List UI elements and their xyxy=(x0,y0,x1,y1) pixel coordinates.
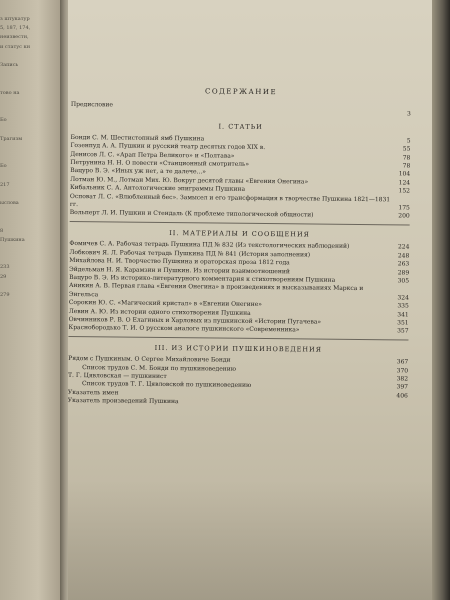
section-title: II. МАТЕРИАЛЫ И СООБЩЕНИЯ xyxy=(169,228,310,239)
entry-page: 3 xyxy=(406,110,411,118)
left-page-line: Пушкина xyxy=(0,236,25,243)
entry-page: 305 xyxy=(397,277,410,285)
entry-page: 104 xyxy=(398,170,411,178)
entry-text: Краснобородько Т. И. О русском аналоге пушкинского «Современника» xyxy=(68,324,300,334)
entry-page: 370 xyxy=(396,366,409,375)
entry-text: Бонди С. М. Шестистопный ямб Пушкина xyxy=(70,133,205,143)
entry-page: 5 xyxy=(406,137,411,145)
entry-page: 335 xyxy=(397,302,409,310)
entry-page: 324 xyxy=(397,294,409,302)
left-page-line: и статус кн xyxy=(0,43,31,50)
entry-text: Вацуро В. Э. Из историко-литературного комментария к стихотворениям Пушкина xyxy=(69,273,336,284)
entry-page: 175 xyxy=(398,204,410,212)
entry-text: Вольперт Л. И. Пушкин и Стендаль (К проблеме типологической общности) xyxy=(69,209,314,220)
entry-page: 224 xyxy=(397,243,410,251)
entry-text: Левин А. Ю. Из истории одного стихотворения Пушкина xyxy=(68,307,251,317)
section-title: III. ИЗ ИСТОРИИ ПУШКИНОВЕДЕНИЯ xyxy=(154,343,323,354)
preface-entry xyxy=(71,101,411,119)
left-page-line: Запись xyxy=(0,62,19,68)
entry-text: Аникин А. В. Первая глава «Евгения Онегина» в произведениях и высказываниях Маркса и Энгельса xyxy=(68,282,364,299)
section-divider xyxy=(68,336,408,341)
entry-page: 263 xyxy=(397,260,410,268)
entry-page: 341 xyxy=(397,310,409,319)
left-page-line: Бо xyxy=(0,117,7,124)
entry-text: Эйдельман Н. Я. Карамзин и Пушкин. Из истории взаимоотношений xyxy=(69,265,290,275)
left-page-line: 8 xyxy=(0,227,4,234)
book-page xyxy=(68,0,434,600)
left-page-line: 29 xyxy=(0,273,7,280)
left-page-line: тово на xyxy=(0,89,20,96)
toc-title: СОДЕРЖАНИЕ xyxy=(204,87,278,97)
entry-text: Т. Г. Цявловская — пушкинист xyxy=(68,371,167,380)
entry-text: Указатель имен xyxy=(68,388,119,397)
entry-page: 248 xyxy=(397,252,410,260)
entry-text: Рядом с Пушкиным. О Сергее Михайловиче Бонди xyxy=(68,355,231,364)
entry-page: 351 xyxy=(397,319,409,327)
entry-text: Гозенпуд А. А. Пушкин и русский театр десятых годов XIX в. xyxy=(70,142,266,152)
entry-text: Фомичев С. А. Рабочая тетрадь Пушкина ПД № 832 (Из текстологических наблюдений) xyxy=(69,240,350,251)
left-page-line: 233 xyxy=(0,264,10,271)
entry-text: Кибальник С. А. Антологические эпиграммы Пушкина xyxy=(69,184,246,194)
left-page-line: Трагизм xyxy=(0,135,23,142)
page-edge xyxy=(432,0,450,600)
entry-text: Список трудов С. М. Бонди по пушкиноведению xyxy=(82,363,237,373)
entry-text: Указатель произведений Пушкина xyxy=(68,397,179,406)
left-page-line: 279 xyxy=(0,292,10,298)
entry-text: Лотман Ю. М., Лотман Мих. Ю. Вокруг десятой главы «Евгения Онегина» xyxy=(70,175,309,186)
left-page xyxy=(0,0,64,600)
page-shadow xyxy=(68,480,434,600)
left-page-line: ыслова xyxy=(0,200,19,206)
left-page-line: неизвестн, xyxy=(0,34,29,41)
entry-page: 200 xyxy=(398,212,410,221)
table-of-contents xyxy=(68,0,412,409)
entry-page: 357 xyxy=(397,327,409,335)
entry-text: Овчинников Р. В. О Елагиных и Харловых из пушкинской «Истории Пугачева» xyxy=(68,315,322,326)
entry-page: 406 xyxy=(396,392,408,400)
entry-text: Денисов Л. С. «Арап Петра Великого» и «Полтава» xyxy=(70,150,235,160)
entry-page: 367 xyxy=(396,358,409,366)
entry-page: 78 xyxy=(402,162,411,170)
section-divider xyxy=(70,221,410,226)
entry-text: Михайлова Н. И. Творчество Пушкина и ораторская проза 1812 года xyxy=(69,257,290,267)
section-title: I. СТАТЬИ xyxy=(218,122,263,132)
entry-page: 55 xyxy=(402,145,411,153)
entry-text: Осповат Л. С. «Влюбленный бес». Замысел и его трансформация в творчестве Пушкина 1821—1831 гг. xyxy=(69,192,391,209)
entry-text: Предисловие xyxy=(70,101,113,109)
entry-text: Петрунина Н. Н. О повести «Станционный смотритель» xyxy=(70,159,250,168)
entry-page: 382 xyxy=(396,375,409,383)
entry-page: 289 xyxy=(397,268,410,277)
entry-page: 397 xyxy=(396,383,408,391)
left-page-line: 217 xyxy=(0,181,10,188)
left-page-line: Бо xyxy=(0,163,7,170)
left-page-line: 5, 187, 174, xyxy=(0,25,31,32)
entry-page: 124 xyxy=(398,179,411,187)
entry-text: Лобкович Я. Л. Рабочая тетрадь Пушкина ПД № 841 (История заполнения) xyxy=(69,248,311,259)
left-page-line: з штукатур xyxy=(0,16,30,22)
entry-page: 152 xyxy=(398,187,411,195)
entry-page: 78 xyxy=(402,154,411,162)
entry-text: Вацуро В. Э. «Иных уж нет, а те далече...» xyxy=(70,167,207,176)
entry-text: Список трудов Т. Г. Цявловской по пушкиноведению xyxy=(81,380,252,390)
entry-text: Сорокин Ю. С. «Магический кристал» в «Евгении Онегине» xyxy=(68,299,262,309)
